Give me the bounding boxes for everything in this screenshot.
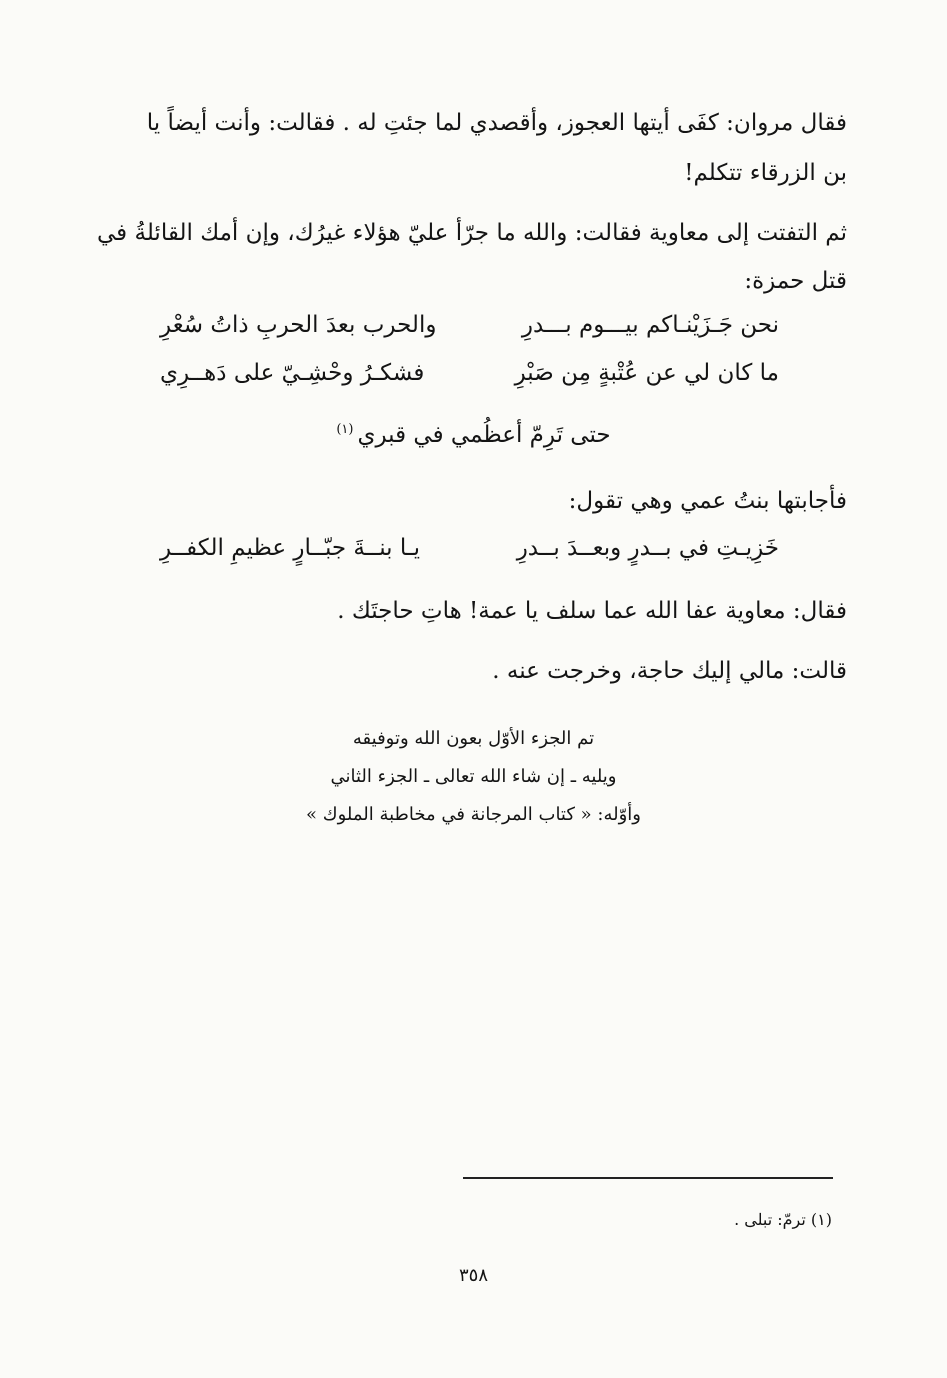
reply-intro: فأجابتها بنتُ عمي وهي تقول: <box>568 488 847 514</box>
paragraph-1-line-2: بن الزرقاء تتكلم! <box>684 160 847 186</box>
poem1-verse-2 <box>160 360 779 388</box>
poem2-verse-1-first: خَزِيـتِ في بــدرٍ وبعــدَ بــدرِ <box>516 535 779 561</box>
paragraph-1-line-1: فقال مروان: كفَى أيتها العجوز، وأقصدي لما جئتِ له . فقالت: وأنت أيضاً يا <box>146 110 847 136</box>
paragraph-2-line-2: قتل حمزة: <box>744 268 847 294</box>
poem2-verse-1-second: يـا بنــةَ جبّــارٍ عظيمِ الكفــرِ <box>160 535 421 561</box>
colophon-line-3: وأوّله: « كتاب المرجانة في مخاطبة الملوك » <box>306 804 641 825</box>
footnote-divider <box>463 1177 833 1179</box>
footnote-text: (١) ترمّ: تبلى . <box>734 1210 832 1229</box>
closing-line-1: فقال: معاوية عفا الله عما سلف يا عمة! هاتِ حاجتَك . <box>337 598 847 624</box>
colophon-line-1: تم الجزء الأوّل بعون الله وتوفيقه <box>352 728 595 749</box>
page-number: ٣٥٨ <box>458 1265 488 1286</box>
colophon-line-2: ويليه ـ إن شاء الله تعالى ـ الجزء الثاني <box>330 766 617 787</box>
footnote-marker: (١) <box>336 422 354 438</box>
poem1-closing-line <box>0 422 947 448</box>
poem1-verse-2-second: فشكـرُ وحْشِـيّ على دَهــرِي <box>160 360 425 386</box>
poem1-verse-1 <box>160 312 779 340</box>
poem1-closing-text: حتى تَرِمّ أعظُمي في قبري <box>357 422 611 448</box>
poem1-verse-2-first: ما كان لي عن عُتْبةٍ مِن صَبْرِ <box>514 360 779 386</box>
poem1-verse-1-second: والحرب بعدَ الحربِ ذاتُ سُعْرِ <box>160 312 437 338</box>
poem1-verse-1-first: نحن جَـزَيْنـاكم بيـــوم بـــدرِ <box>521 312 779 338</box>
closing-line-2: قالت: مالي إليك حاجة، وخرجت عنه . <box>492 658 847 684</box>
poem2-verse-1 <box>160 535 779 563</box>
paragraph-2-line-1: ثم التفتت إلى معاوية فقالت: والله ما جرّأ عليّ هؤلاء غيرُك، وإن أمك القائلةُ في <box>97 220 847 246</box>
